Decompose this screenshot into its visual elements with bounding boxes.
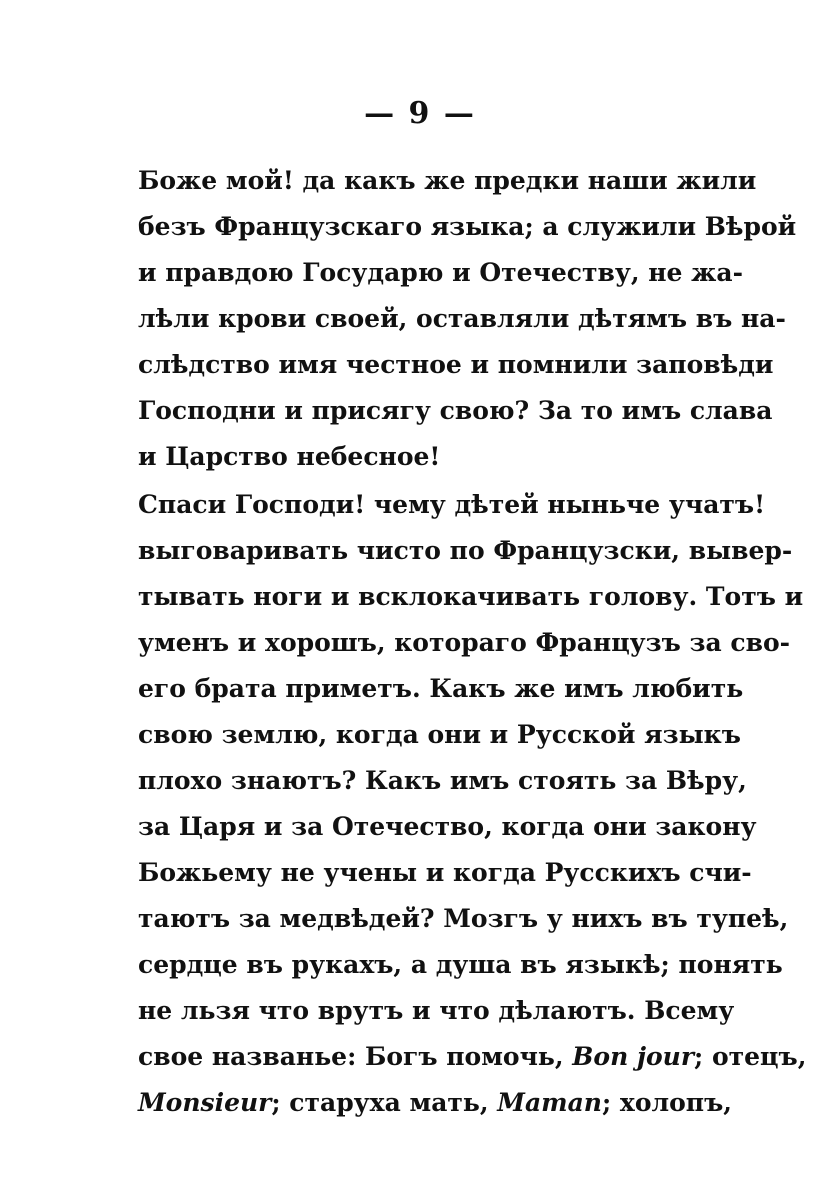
text-line: за Царя и за Отечество, когда они закону [138, 812, 757, 841]
text-line: слѣдство имя честное и помнили заповѣди [138, 350, 774, 379]
text-line: сердце въ рукахъ, а душа въ языкѣ; понять [138, 950, 783, 979]
italic-french-word: Monsieur [138, 1088, 272, 1117]
text-line: Божьему не учены и когда Русскихъ счи- [138, 858, 752, 887]
text-line: выговаривать чисто по Французски, вывер- [138, 536, 793, 565]
page-number: — 9 — [364, 96, 476, 131]
text-line: таютъ за медвѣдей? Мозгъ у нихъ въ тупеѣ, [138, 904, 789, 933]
text-line: не льзя что врутъ и что дѣлаютъ. Всему [138, 996, 735, 1025]
text-line: свою землю, когда они и Русской языкъ [138, 720, 741, 749]
text-line: и Царство небесное! [138, 442, 441, 471]
text-line: Господни и присягу свою? За то имъ слава [138, 396, 773, 425]
text-line: его брата приметъ. Какъ же имъ любить [138, 674, 744, 703]
text-line: тывать ноги и всклокачивать голову. Тотъ и [138, 582, 804, 611]
text-run: свое названье: Богъ помочь, [138, 1042, 573, 1071]
text-run: ; отецъ, [694, 1042, 807, 1071]
text-line-with-italics [138, 1042, 807, 1071]
text-line: Боже мой! да какъ же предки наши жили [138, 166, 757, 195]
text-line-with-italics [138, 1088, 732, 1117]
text-run: ; холопъ, [601, 1088, 732, 1117]
text-line: безъ Французскаго языка; а служили Вѣрой [138, 212, 797, 241]
text-run: ; старуха мать, [271, 1088, 498, 1117]
italic-french-word: Maman [497, 1088, 602, 1117]
text-line: уменъ и хорошъ, котораго Французъ за сво- [138, 628, 791, 657]
text-line: и правдою Государю и Отечеству, не жа- [138, 258, 743, 287]
text-line: плохо знаютъ? Какъ имъ стоять за Вѣру, [138, 766, 747, 795]
italic-french-phrase: Bon jour [572, 1042, 695, 1071]
text-line: лѣли крови своей, оставляли дѣтямъ въ на- [138, 304, 786, 333]
text-line: Спаси Господи! чему дѣтей ныньче учатъ! [138, 490, 766, 519]
